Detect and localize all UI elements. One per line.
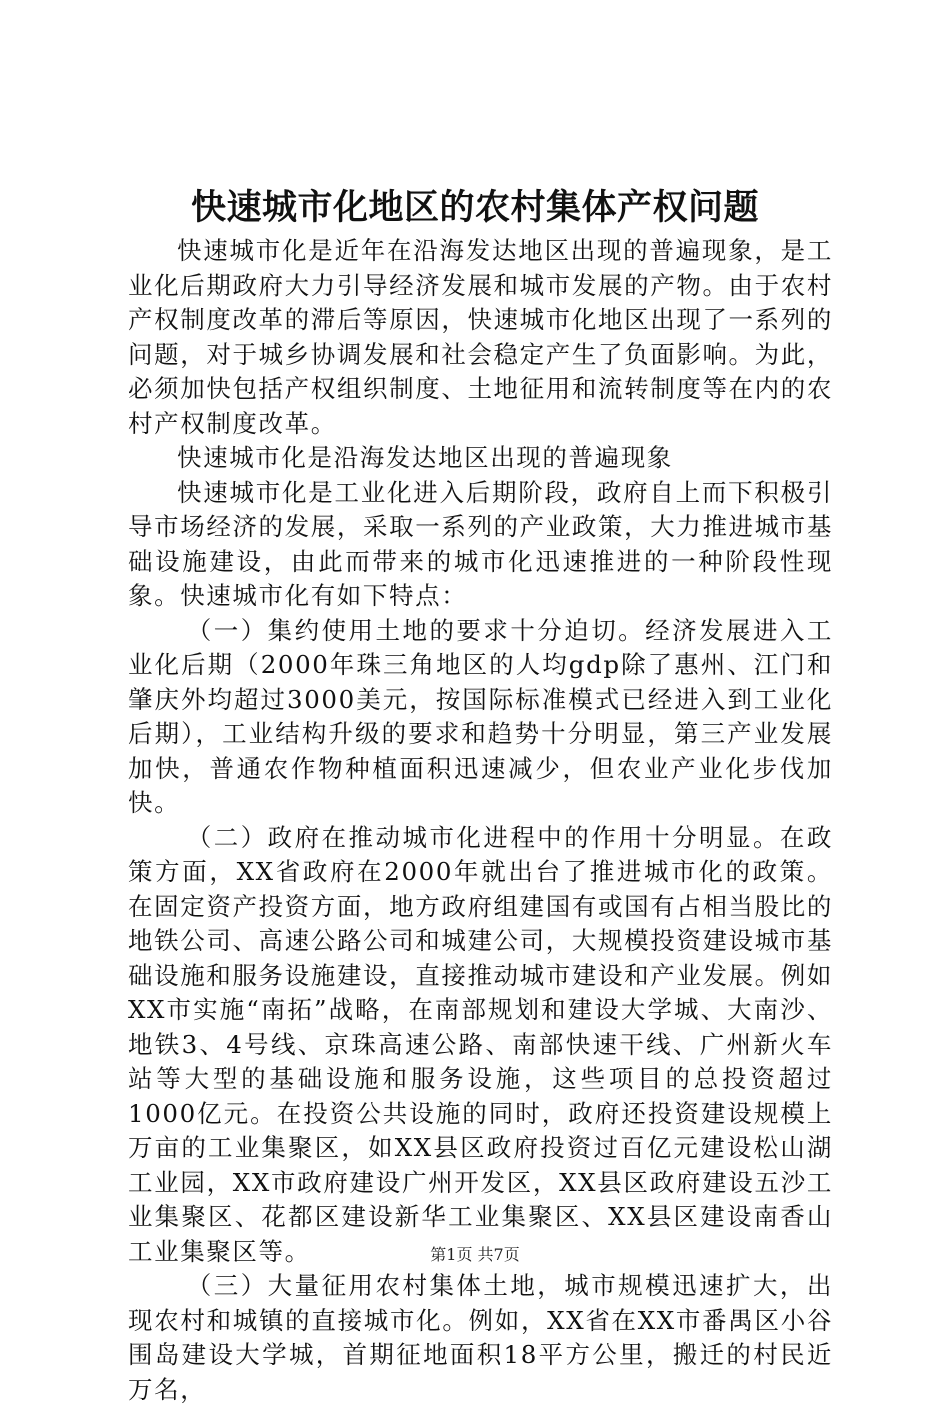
document-body [128,234,833,1407]
page-number-footer: 第1页 共7页 [430,1245,520,1264]
paragraph-point-2: （二）政府在推动城市化进程中的作用十分明显。在政策方面，XX省政府在2000年就出台了推进城市化的政策。在固定资产投资方面，地方政府组建国有或国有占相当股比的地铁公司、高速公路公司和城建公司，大规模投资建设城市基础设施和服务设施建设，直接推动城市建设和产业发展。例如XX市实施“南拓”战略，在南部规划和建设大学城、大南沙、地铁3、4号线、京珠高速公路、南部快速干线、广州新火车站等大型的基础设施和服务设施，这些项目的总投资超过1000亿元。在投资公共设施的同时，政府还投资建设规模上万亩的工业集聚区，如XX县区政府投资过百亿元建设松山湖工业园，XX市政府建设广州开发区，XX县区政府建设五沙工业集聚区、花都区建设新华工业集聚区、XX县区建设南香山工业集聚区等。 [128,822,833,1266]
paragraph-heading: 快速城市化是沿海发达地区出现的普遍现象 [177,443,673,472]
paragraph-point-1: （一）集约使用土地的要求十分迫切。经济发展进入工业化后期（2000年珠三角地区的人均gdp除了惠州、江门和肇庆外均超过3000美元，按国际标准模式已经进入到工业化后期），工业结构升级的要求和趋势十分明显，第三产业发展加快，普通农作物种植面积迅速减少，但农业产业化步伐加快。 [128,615,833,817]
document-title: 快速城市化地区的农村集体产权问题 [190,187,759,228]
paragraph-point-3: （三）大量征用农村集体土地，城市规模迅速扩大，出现农村和城镇的直接城市化。例如，XX省在XX市番禺区小谷围岛建设大学城，首期征地面积18平方公里，搬迁的村民近万名， [128,1271,833,1404]
paragraph-definition: 快速城市化是工业化进入后期阶段，政府自上而下积极引导市场经济的发展，采取一系列的产业政策，大力推进城市基础设施建设，由此而带来的城市化迅速推进的一种阶段性现象。快速城市化有如下特点： [128,477,833,610]
paragraph-intro: 快速城市化是近年在沿海发达地区出现的普遍现象，是工业化后期政府大力引导经济发展和城市发展的产物。由于农村产权制度改革的滞后等原因，快速城市化地区出现了一系列的问题，对于城乡协调发展和社会稳定产生了负面影响。为此，必须加快包括产权组织制度、土地征用和流转制度等在内的农村产权制度改革。 [128,236,833,438]
